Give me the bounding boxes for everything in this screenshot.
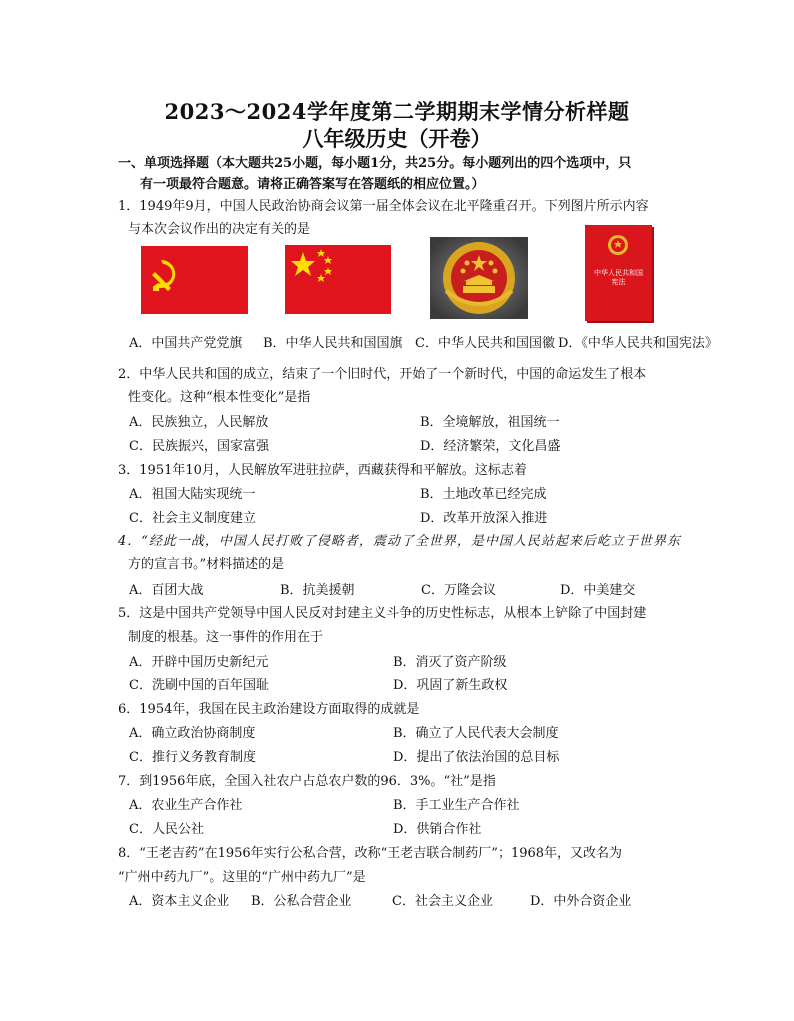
q8-option-a[interactable]: A．资本主义企业 xyxy=(129,894,230,909)
section-heading-line2: 有一项最符合题意。请将正确答案写在答题纸的相应位置。） xyxy=(140,177,485,192)
q7-option-b[interactable]: B．手工业生产合作社 xyxy=(393,798,520,813)
q6-option-a[interactable]: A．确立政治协商制度 xyxy=(129,726,256,741)
q5-option-d[interactable]: D．巩固了新生政权 xyxy=(393,678,508,693)
q2-stem-line1: 2．中华人民共和国的成立，结束了一个旧时代，开始了一个新时代，中国的命运发生了根本 xyxy=(118,367,647,382)
q4-option-a[interactable]: A．百团大战 xyxy=(129,583,204,598)
q7-option-c[interactable]: C．人民公社 xyxy=(129,822,204,837)
q6-stem-line1: 6．1954年，我国在民主政治建设方面取得的成就是 xyxy=(118,702,420,717)
q3-stem-line1: 3．1951年10月，人民解放军进驻拉萨，西藏获得和平解放。这标志着 xyxy=(118,463,527,478)
q1-option-a[interactable]: A．中国共产党党旗 xyxy=(129,336,243,351)
q8-option-b[interactable]: B．公私合营企业 xyxy=(251,894,352,909)
q1-option-c[interactable]: C．中华人民共和国国徽 xyxy=(415,336,555,351)
q1-option-b[interactable]: B．中华人民共和国国旗 xyxy=(263,336,403,351)
q2-option-a[interactable]: A．民族独立，人民解放 xyxy=(129,415,269,430)
q3-option-b[interactable]: B．土地改革已经完成 xyxy=(420,487,547,502)
q8-option-c[interactable]: C．社会主义企业 xyxy=(392,894,493,909)
book-title: 中华人民共和国宪法 xyxy=(594,269,643,286)
q1-stem-line2: 与本次会议作出的决定有关的是 xyxy=(128,222,311,237)
q8-stem-line1: 8．“王老吉药”在1956年实行公私合营，改称“王老吉联合制药厂”；1968年，又改名为 xyxy=(118,846,623,861)
q2-option-b[interactable]: B．全境解放，祖国统一 xyxy=(420,415,560,430)
q1-option-d[interactable]: D．《中华人民共和国宪法》 xyxy=(558,336,718,351)
q8-stem-line2: “广州中药九厂”。这里的“广州中药九厂”是 xyxy=(118,870,366,885)
q2-stem-line2: 性变化。这种“根本性变化”是指 xyxy=(128,390,311,405)
q4-stem-line2: 方的宣言书。”材料描述的是 xyxy=(128,557,285,572)
q8-option-d[interactable]: D．中外合资企业 xyxy=(530,894,632,909)
q3-option-c[interactable]: C．社会主义制度建立 xyxy=(129,511,256,526)
q7-option-d[interactable]: D．供销合作社 xyxy=(393,822,482,837)
q5-option-b[interactable]: B．消灭了资产阶级 xyxy=(393,655,507,670)
q2-option-d[interactable]: D．经济繁荣，文化昌盛 xyxy=(420,439,561,454)
page-title: 2023～2024学年度第二学期期末学情分析样题 xyxy=(164,99,630,124)
page-subtitle: 八年级历史（开卷） xyxy=(302,126,492,151)
constitution-book-image xyxy=(585,225,652,321)
national-flag-image xyxy=(285,245,391,314)
q7-option-a[interactable]: A．农业生产合作社 xyxy=(129,798,243,813)
q4-stem-line1: 4．“经此一战，中国人民打败了侵略者，震动了全世界，是中国人民站起来后屹立于世界东 xyxy=(118,534,681,549)
q7-stem-line1: 7．到1956年底，全国入社农户占总农户数的96．3%。“社”是指 xyxy=(118,774,496,789)
q5-stem-line1: 5．这是中国共产党领导中国人民反对封建主义斗争的历史性标志，从根本上铲除了中国封建 xyxy=(118,606,647,621)
q3-option-d[interactable]: D．改革开放深入推进 xyxy=(420,511,548,526)
q5-stem-line2: 制度的根基。这一事件的作用在于 xyxy=(128,630,324,645)
q2-option-c[interactable]: C．民族振兴，国家富强 xyxy=(129,439,269,454)
national-emblem-image xyxy=(430,237,528,319)
q4-option-c[interactable]: C．万隆会议 xyxy=(421,583,496,598)
q5-option-c[interactable]: C．洗刷中国的百年国耻 xyxy=(129,678,269,693)
q3-option-a[interactable]: A．祖国大陆实现统一 xyxy=(129,487,256,502)
q4-option-d[interactable]: D．中美建交 xyxy=(560,583,636,598)
q6-option-c[interactable]: C．推行义务教育制度 xyxy=(129,750,256,765)
q1-stem-line1: 1．1949年9月，中国人民政治协商会议第一届全体会议在北平隆重召开。下列图片所示内容 xyxy=(118,199,649,214)
q5-option-a[interactable]: A．开辟中国历史新纪元 xyxy=(129,655,269,670)
q6-option-b[interactable]: B．确立了人民代表大会制度 xyxy=(393,726,559,741)
section-heading-line1: 一、单项选择题（本大题共25小题，每小题1分，共25分。每小题列出的四个选项中，只 xyxy=(118,156,632,171)
q4-option-b[interactable]: B．抗美援朝 xyxy=(280,583,355,598)
q6-option-d[interactable]: D．提出了依法治国的总目标 xyxy=(393,750,560,765)
section-heading xyxy=(118,153,698,195)
emblem-icon xyxy=(585,225,652,265)
party-flag-image xyxy=(141,246,248,314)
